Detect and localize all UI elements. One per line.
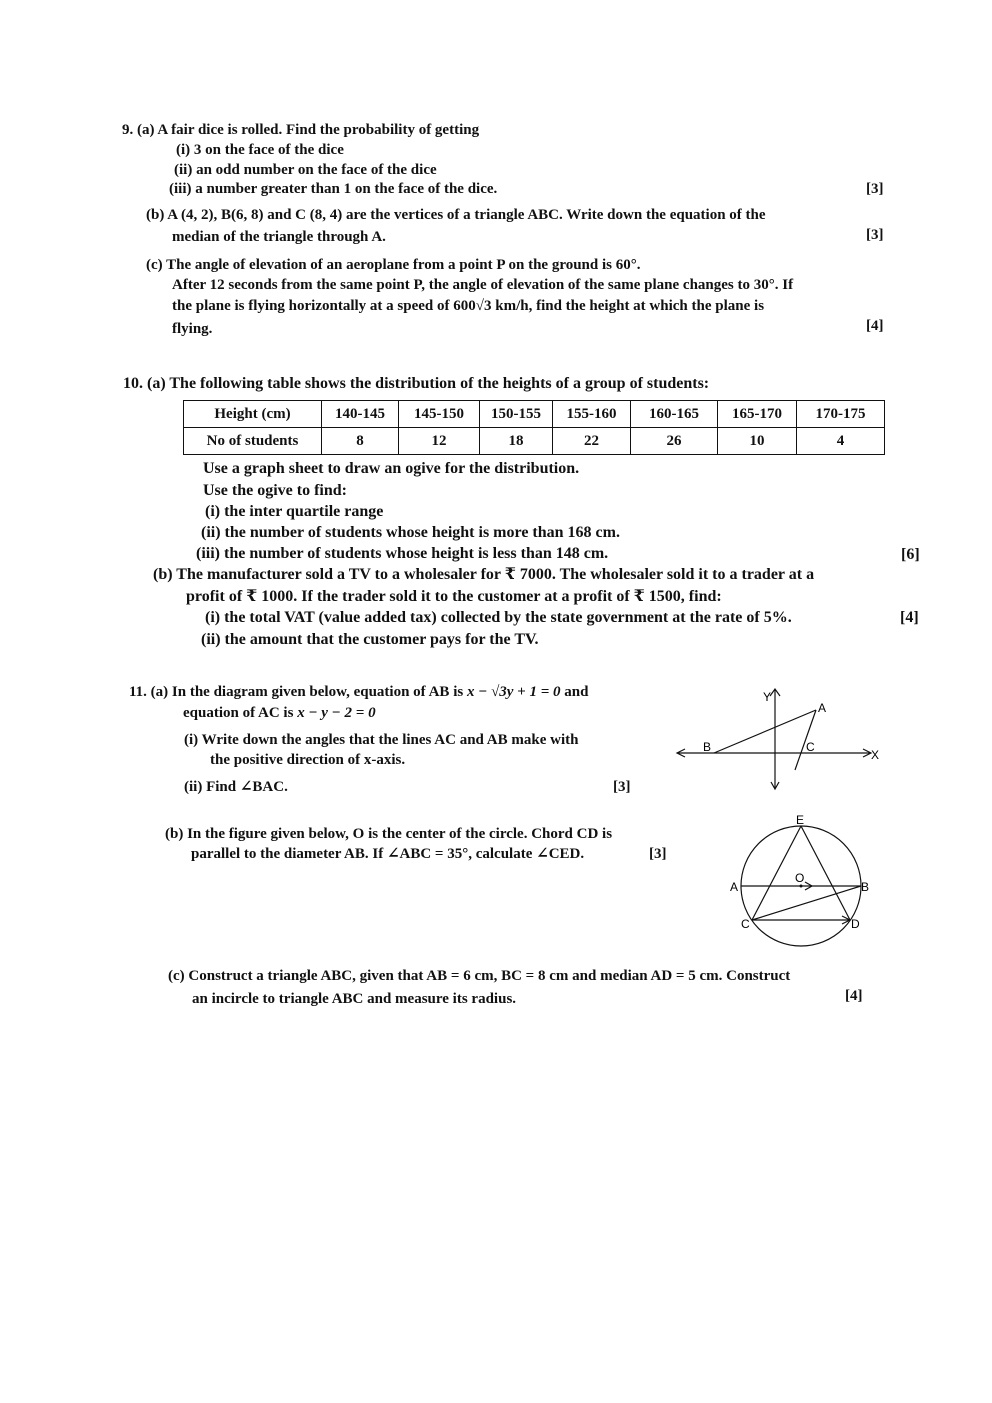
height-distribution-table [183,400,885,455]
q11a-part-ii: (ii) Find ∠BAC. [184,779,288,795]
q9b-line1: (b) A (4, 2), B(6, 8) and C (8, 4) are the vertices of a triangle ABC. Write down the equation of the [146,207,766,223]
q9a-part-i: (i) 3 on the face of the dice [176,142,344,158]
label-c: C [806,740,815,754]
q11c-marks: [4] [845,988,863,1004]
q11a-eq-ac-prefix: equation of AC is [183,705,294,721]
table-cell: No of students [184,428,322,455]
q10b-marks: [4] [900,609,919,626]
q10b-line1: (b) The manufacturer sold a TV to a wholesaler for ₹ 7000. The wholesaler sold it to a trader at a [153,566,815,583]
table-cell: 165-170 [718,401,797,428]
label-a: A [818,701,827,715]
label-b: B [861,880,870,894]
q9c-line4: flying. [172,321,213,337]
q9a-marks: [3] [866,181,884,197]
circle-diagram [725,812,875,957]
q10a-marks: [6] [901,546,920,563]
q9b-marks: [3] [866,227,884,243]
q10a-instr1: Use a graph sheet to draw an ogive for the distribution. [203,460,580,477]
q9a-stem: 9. (a) A fair dice is rolled. Find the probability of getting [122,122,480,138]
eq-ab: x − √3y + 1 = 0 [466,684,561,700]
table-row [184,428,885,455]
q11b-line1: (b) In the figure given below, O is the center of the circle. Chord CD is [165,826,613,842]
line-ec [752,826,801,920]
q10a-part-ii: (ii) the number of students whose height is more than 168 cm. [201,524,620,541]
q9a-part-iii: (iii) a number greater than 1 on the face of the dice. [169,181,498,197]
line-cb [752,886,861,920]
table-cell: 18 [480,428,553,455]
table-cell: 160-165 [631,401,718,428]
q9c-line3: the plane is flying horizontally at a speed of 600√3 km/h, find the height at which the plane is [172,298,765,314]
label-e: E [796,813,805,827]
q9c-marks: [4] [866,318,884,334]
q11c-line1: (c) Construct a triangle ABC, given that AB = 6 cm, BC = 8 cm and median AD = 5 cm. Construct [168,968,791,984]
q10b-line2: profit of ₹ 1000. If the trader sold it to the customer at a profit of ₹ 1500, find: [186,588,722,605]
table-cell: 10 [718,428,797,455]
table-cell: 4 [797,428,885,455]
eq-ac: x − y − 2 = 0 [297,705,376,721]
table-cell: 155-160 [553,401,631,428]
label-d: D [851,917,860,931]
table-cell: 170-175 [797,401,885,428]
table-cell: 150-155 [480,401,553,428]
q10b-part-ii: (ii) the amount that the customer pays for the TV. [201,631,539,648]
q9c-line2: After 12 seconds from the same point P, the angle of elevation of the same plane changes to 30°. If [172,277,794,293]
q11a-line2 [183,704,376,722]
q11a-marks: [3] [613,779,631,795]
q10a-stem: 10. (a) The following table shows the distribution of the heights of a group of students: [123,375,710,392]
table-cell: 8 [322,428,399,455]
table-cell: 26 [631,428,718,455]
line-ed [801,826,850,920]
q11b-marks: [3] [649,846,667,862]
table-cell: 140-145 [322,401,399,428]
q10b-part-i: (i) the total VAT (value added tax) collected by the state government at the rate of 5%. [205,609,792,626]
q11a-prefix: 11. (a) In the diagram given below, equation of AB is [129,684,464,700]
table-row [184,401,885,428]
q11b-line2: parallel to the diameter AB. If ∠ABC = 35°, calculate ∠CED. [191,846,585,862]
q9c-line1: (c) The angle of elevation of an aeroplane from a point P on the ground is 60°. [146,257,641,273]
label-c: C [741,917,750,931]
q11a-and: and [564,684,589,700]
q10a-part-iii: (iii) the number of students whose height is less than 148 cm. [196,545,609,562]
q10a-part-i: (i) the inter quartile range [205,503,384,520]
label-b: B [703,740,712,754]
q11a-line1 [129,683,588,701]
q11a-part-i-line1: (i) Write down the angles that the lines AC and AB make with [184,732,579,748]
q9b-line2: median of the triangle through A. [172,229,386,245]
label-x: X [871,748,880,762]
label-a: A [730,880,739,894]
table-cell: Height (cm) [184,401,322,428]
q9a-part-ii: (ii) an odd number on the face of the dice [174,162,437,178]
label-y: Y [763,690,772,704]
coordinate-diagram [670,680,890,795]
table-cell: 12 [399,428,480,455]
q11c-line2: an incircle to triangle ABC and measure its radius. [192,991,517,1007]
table-cell: 145-150 [399,401,480,428]
q10a-instr2: Use the ogive to find: [203,482,347,499]
table-cell: 22 [553,428,631,455]
q11a-part-i-line2: the positive direction of x-axis. [210,752,406,768]
label-o: O [795,871,805,885]
line-ab [714,710,816,753]
